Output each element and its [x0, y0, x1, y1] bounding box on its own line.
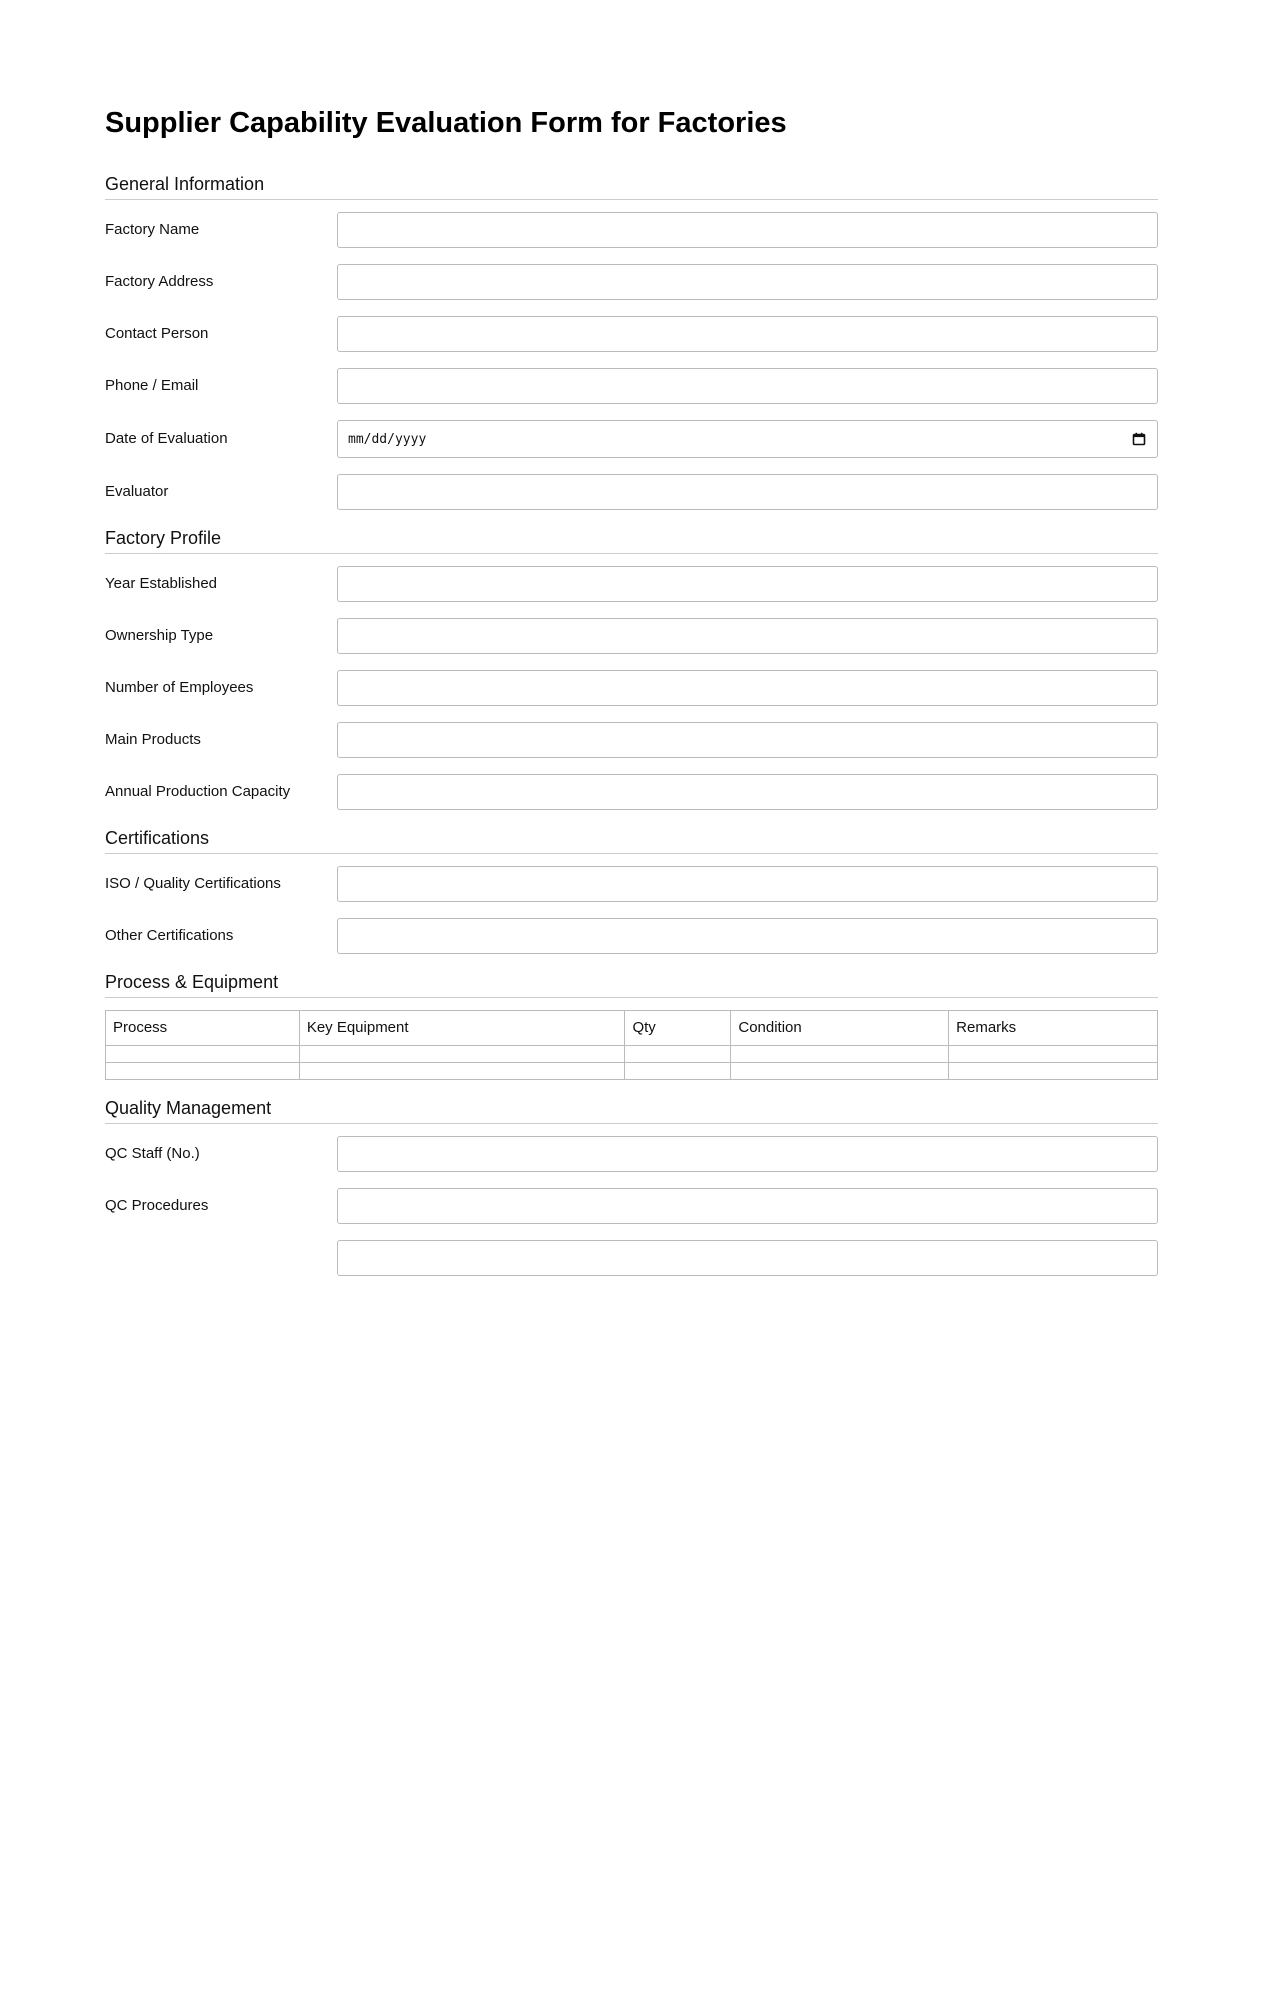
column-header-qty: Qty [625, 1011, 731, 1046]
process-equipment-table [105, 1010, 1158, 1080]
iso-certifications-label: ISO / Quality Certifications [105, 875, 281, 892]
section-title: Certifications [105, 826, 1158, 854]
contact-person-label: Contact Person [105, 325, 209, 342]
table-cell-remarks[interactable] [949, 1063, 1158, 1080]
factory-address-label: Factory Address [105, 273, 214, 290]
table-cell-condition[interactable] [731, 1046, 949, 1063]
evaluator-label: Evaluator [105, 483, 169, 500]
factory-address-input[interactable] [337, 264, 1158, 300]
qc-staff-label: QC Staff (No.) [105, 1145, 200, 1162]
clipped-field-input[interactable] [337, 1240, 1158, 1276]
qc-procedures-label: QC Procedures [105, 1197, 209, 1214]
section-general-information [105, 172, 1158, 510]
ownership-type-label: Ownership Type [105, 627, 214, 644]
table-row [106, 1046, 1158, 1063]
field-row-phone-email [105, 368, 1158, 404]
qc-procedures-input[interactable] [337, 1188, 1158, 1224]
table-cell-qty[interactable] [625, 1063, 731, 1080]
field-row-factory-address [105, 264, 1158, 300]
table-cell-key-equipment[interactable] [299, 1063, 625, 1080]
year-established-input[interactable] [337, 566, 1158, 602]
table-cell-key-equipment[interactable] [299, 1046, 625, 1063]
section-quality-management [105, 1096, 1158, 1276]
main-products-label: Main Products [105, 731, 201, 748]
table-cell-process[interactable] [106, 1046, 300, 1063]
other-certifications-label: Other Certifications [105, 927, 234, 944]
date-of-evaluation-label: Date of Evaluation [105, 430, 228, 447]
field-row-qc-procedures [105, 1188, 1158, 1224]
table-cell-qty[interactable] [625, 1046, 731, 1063]
column-header-process: Process [106, 1011, 300, 1046]
number-of-employees-label: Number of Employees [105, 679, 254, 696]
section-factory-profile [105, 526, 1158, 810]
field-row-factory-name [105, 212, 1158, 248]
field-row-evaluator [105, 474, 1158, 510]
field-row-clipped [105, 1240, 1158, 1276]
field-row-qc-staff [105, 1136, 1158, 1172]
contact-person-input[interactable] [337, 316, 1158, 352]
section-title: Quality Management [105, 1096, 1158, 1124]
field-row-main-products [105, 722, 1158, 758]
field-row-number-of-employees [105, 670, 1158, 706]
calendar-icon[interactable] [1132, 432, 1146, 446]
phone-email-label: Phone / Email [105, 377, 199, 394]
field-row-ownership-type [105, 618, 1158, 654]
iso-certifications-input[interactable] [337, 866, 1158, 902]
column-header-remarks: Remarks [949, 1011, 1158, 1046]
section-process-equipment [105, 970, 1158, 1080]
ownership-type-input[interactable] [337, 618, 1158, 654]
annual-production-capacity-input[interactable] [337, 774, 1158, 810]
main-products-input[interactable] [337, 722, 1158, 758]
year-established-label: Year Established [105, 575, 218, 592]
table-cell-process[interactable] [106, 1063, 300, 1080]
table-cell-remarks[interactable] [949, 1046, 1158, 1063]
phone-email-input[interactable] [337, 368, 1158, 404]
section-certifications [105, 826, 1158, 954]
field-row-contact-person [105, 316, 1158, 352]
field-row-other-certifications [105, 918, 1158, 954]
field-row-date-of-evaluation [105, 420, 1158, 458]
annual-production-capacity-label: Annual Production Capacity [105, 783, 291, 800]
column-header-key-equipment: Key Equipment [299, 1011, 625, 1046]
other-certifications-input[interactable] [337, 918, 1158, 954]
section-title: Process & Equipment [105, 970, 1158, 998]
section-title: General Information [105, 172, 1158, 200]
field-row-annual-production-capacity [105, 774, 1158, 810]
table-row [106, 1063, 1158, 1080]
date-of-evaluation-input[interactable] [337, 420, 1158, 458]
factory-name-input[interactable] [337, 212, 1158, 248]
field-row-iso-certifications [105, 866, 1158, 902]
number-of-employees-input[interactable] [337, 670, 1158, 706]
column-header-condition: Condition [731, 1011, 949, 1046]
section-title: Factory Profile [105, 526, 1158, 554]
field-row-year-established [105, 566, 1158, 602]
qc-staff-input[interactable] [337, 1136, 1158, 1172]
factory-name-label: Factory Name [105, 221, 200, 238]
table-cell-condition[interactable] [731, 1063, 949, 1080]
form-container [105, 107, 1158, 1292]
evaluator-input[interactable] [337, 474, 1158, 510]
date-placeholder: mm/dd/yyyy [348, 431, 427, 447]
table-header-row [106, 1011, 1158, 1046]
page-title: Supplier Capability Evaluation Form for Factories [105, 107, 787, 139]
